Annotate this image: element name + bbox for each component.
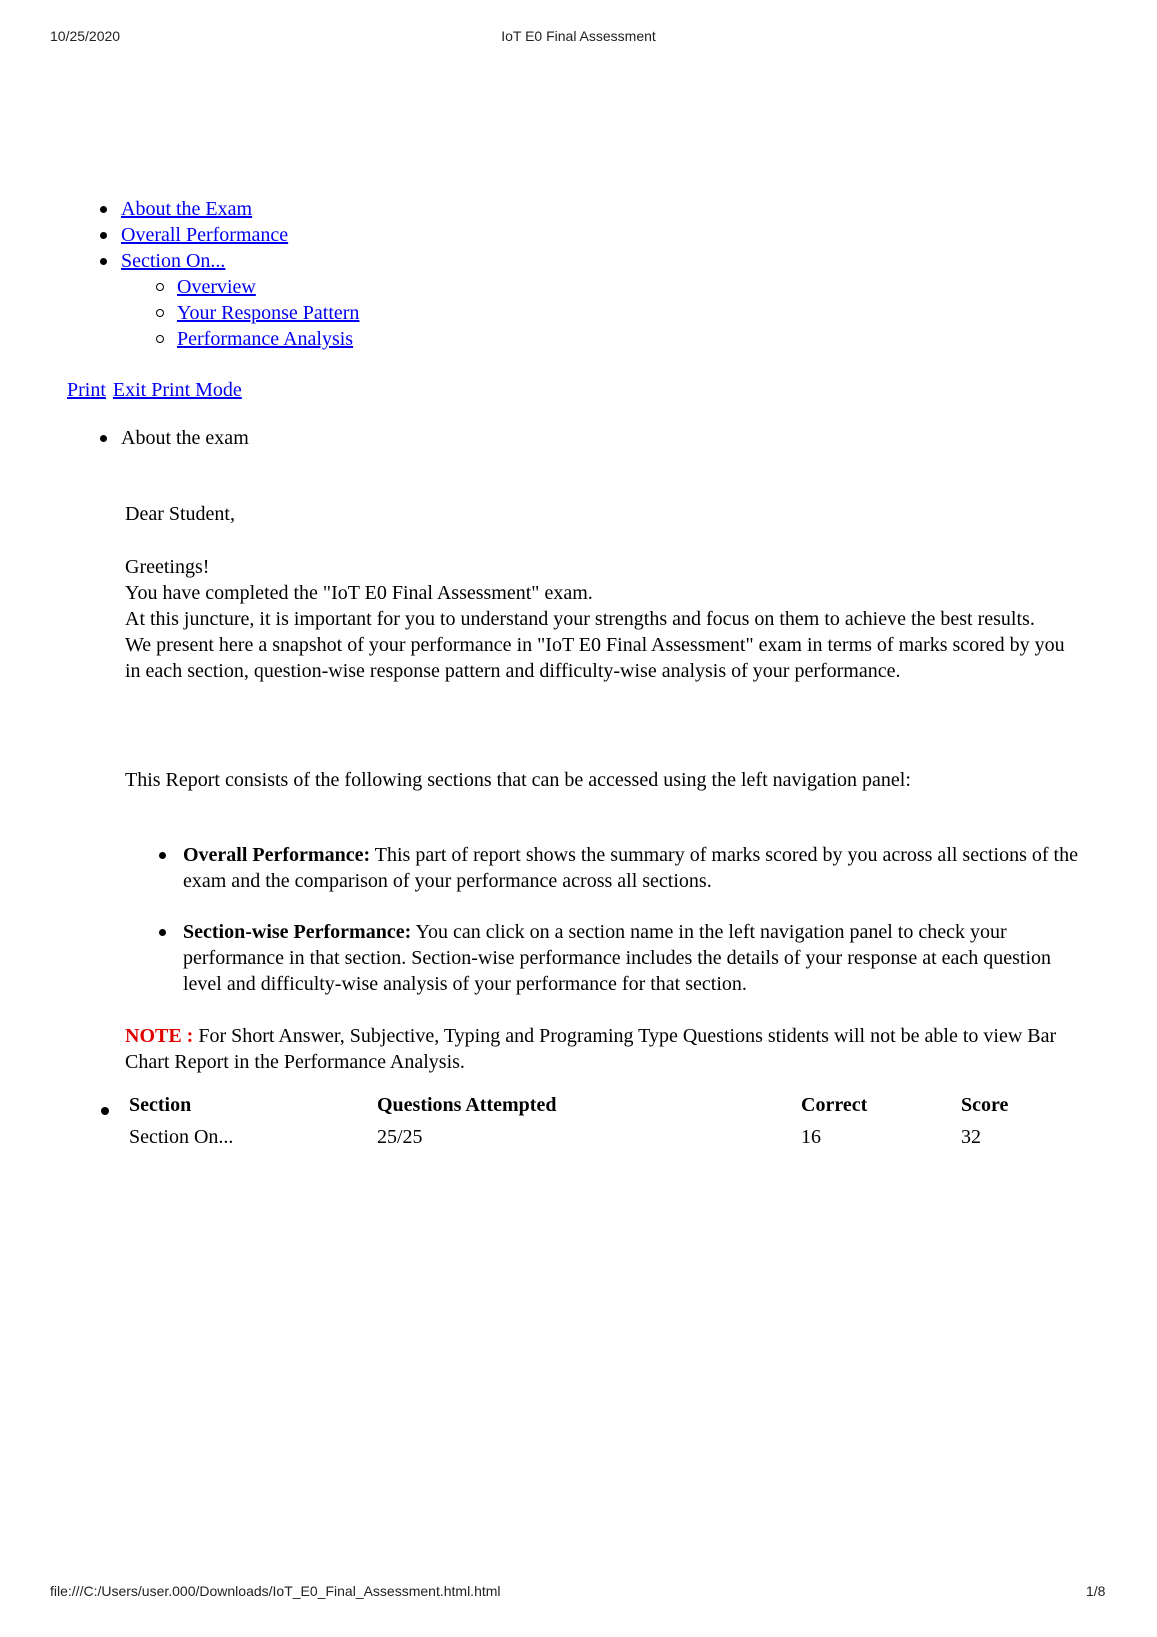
note-text: For Short Answer, Subjective, Typing and Programing Type Questions stidents will not be able to view Bar Chart Report in the Performance Analysis.	[125, 1025, 1057, 1073]
bullet-circle-icon	[156, 283, 164, 291]
bullet-dot-icon	[159, 852, 166, 859]
bullet-label: Overall Performance:	[183, 844, 371, 866]
nav-link-response-pattern[interactable]: Your Response Pattern	[177, 302, 360, 324]
bullet-dot-icon	[100, 435, 107, 442]
bullet-dot-icon	[100, 258, 107, 265]
header-correct: Correct	[801, 1094, 868, 1116]
bullet-description: This part of report shows the summary of marks scored by you across all sections of the exam and the comparison of your performance across all sections.	[183, 844, 1078, 892]
bullet-dot-icon	[100, 206, 107, 213]
about-exam-heading: About the exam	[121, 427, 249, 449]
cell-questions-attempted: 25/25	[377, 1126, 423, 1148]
print-header-date: 10/25/2020	[50, 28, 121, 44]
bullet-label: Section-wise Performance:	[183, 921, 412, 943]
nav-link-about-the-exam[interactable]: About the Exam	[121, 198, 253, 220]
bullet-dot-icon	[159, 929, 166, 936]
nav-link-section[interactable]: Section On...	[121, 250, 226, 272]
header-score: Score	[961, 1094, 1009, 1116]
cell-correct: 16	[801, 1126, 821, 1148]
cell-section: Section On...	[129, 1126, 234, 1148]
bullet-text	[183, 919, 1089, 997]
exit-print-mode-link[interactable]: Exit Print Mode	[112, 379, 242, 401]
bullet-circle-icon	[156, 335, 164, 343]
nav-link-overall-performance[interactable]: Overall Performance	[121, 224, 289, 246]
report-navigation	[100, 196, 359, 352]
header-questions-attempted: Questions Attempted	[377, 1094, 557, 1116]
nav-link-overview[interactable]: Overview	[177, 276, 256, 298]
nav-item-section	[100, 248, 359, 274]
report-intro: This Report consists of the following sections that can be accessed using the left navigation panel:	[125, 769, 911, 791]
nav-link-performance-analysis[interactable]: Performance Analysis	[177, 328, 354, 350]
intro-paragraph	[125, 554, 1085, 684]
note-paragraph	[125, 1023, 1085, 1075]
nav-subitem-overview	[100, 274, 359, 300]
completion-line: You have completed the "IoT E0 Final Assessment" exam.	[125, 582, 593, 604]
nav-item-about	[100, 196, 359, 222]
bullet-text	[183, 842, 1089, 894]
greeting-line: Greetings!	[125, 556, 210, 578]
bullet-description: You can click on a section name in the left navigation panel to check your performance in that section. Section-wise performance includes the details of your response at each question level and difficulty-wise analysis of your performance for that section.	[183, 921, 1052, 995]
cell-score: 32	[961, 1126, 981, 1148]
about-exam-item	[100, 425, 249, 451]
nav-item-overall	[100, 222, 359, 248]
overall-performance-bullet	[159, 842, 1089, 894]
print-footer-page-number: 1/8	[1086, 1583, 1106, 1599]
header-section: Section	[129, 1094, 192, 1116]
bullet-dot-icon	[101, 1107, 109, 1115]
bullet-circle-icon	[156, 309, 164, 317]
print-header-title: IoT E0 Final Assessment	[501, 28, 656, 44]
snapshot-line: We present here a snapshot of your performance in "IoT E0 Final Assessment" exam in terms of marks scored by you in each section, question-wise response pattern and difficulty-wise analysis of your performance.	[125, 634, 1065, 682]
salutation: Dear Student,	[125, 503, 235, 525]
bullet-dot-icon	[100, 232, 107, 239]
juncture-line: At this juncture, it is important for you to understand your strengths and focus on them to achieve the best results.	[125, 608, 1035, 630]
print-controls	[67, 377, 242, 403]
note-label: NOTE :	[125, 1025, 194, 1047]
print-link[interactable]: Print	[67, 379, 106, 401]
nav-subitem-performance-analysis	[100, 326, 359, 352]
section-wise-performance-bullet	[159, 919, 1089, 997]
nav-subitem-response-pattern	[100, 300, 359, 326]
print-footer-path: file:///C:/Users/user.000/Downloads/IoT_E0_Final_Assessment.html.html	[50, 1583, 501, 1599]
